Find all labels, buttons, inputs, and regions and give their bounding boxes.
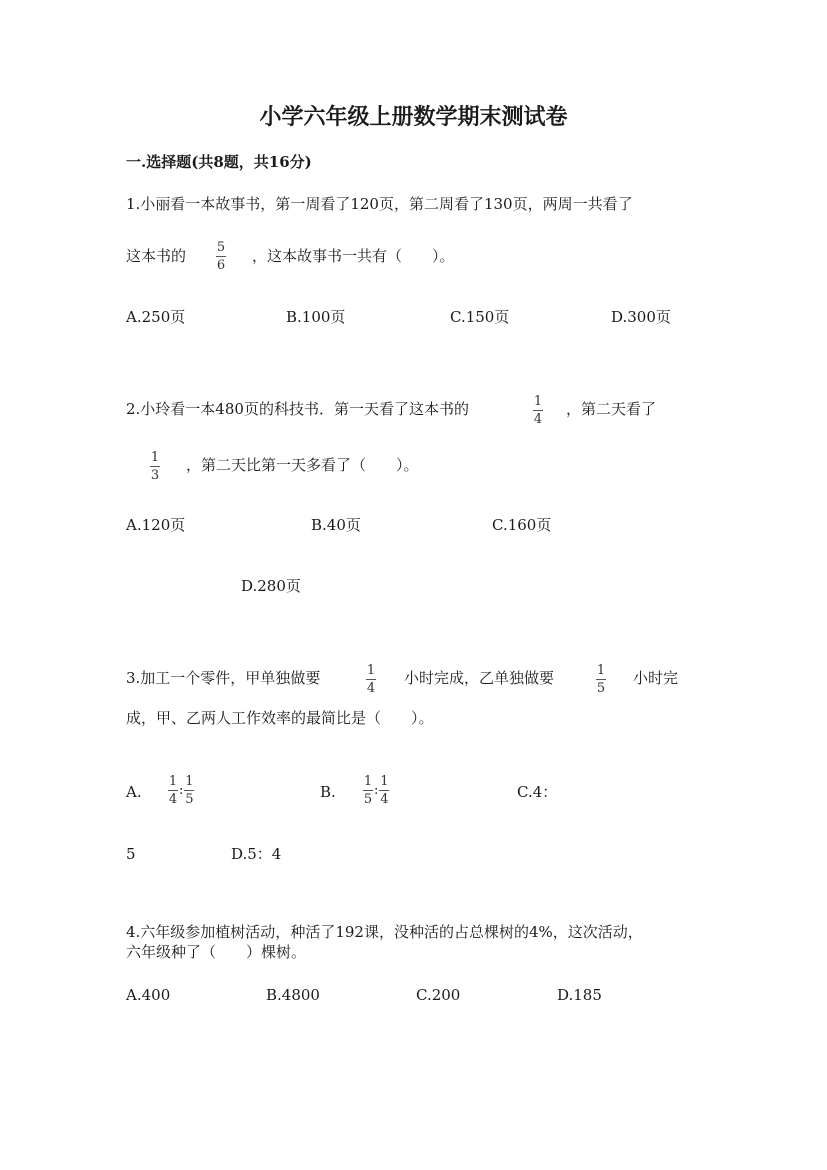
q4-stem-line1: 4.六年级参加植树活动，种活了192课，没种活的占总棵树的4%，这次活动， [126, 923, 643, 941]
fraction-bar [379, 790, 389, 791]
q2-fraction-1-numerator: 1 [533, 394, 543, 409]
q3-option-b-fraction-2 [379, 774, 389, 807]
q1-option-b[interactable]: B.100页 [286, 308, 346, 326]
q3-fraction-1-numerator: 1 [366, 663, 376, 678]
q3-option-c-part2[interactable]: 5 [126, 845, 136, 863]
q2-option-d[interactable]: D.280页 [241, 577, 301, 595]
fraction-bar [168, 790, 178, 791]
q3-option-b-label[interactable]: B. [320, 783, 336, 801]
q2-option-c[interactable]: C.160页 [492, 516, 552, 534]
fraction-bar [184, 790, 194, 791]
q1-fraction-numerator: 5 [216, 240, 226, 255]
q1-stem-pre: 这本书的 [126, 247, 187, 265]
q2-fraction-1 [533, 394, 543, 427]
q2-option-b[interactable]: B.40页 [311, 516, 361, 534]
q3-stem-line2: 成，甲、乙两人工作效率的最简比是（ ）。 [126, 709, 434, 727]
q3-option-a-label[interactable]: A. [126, 783, 142, 801]
q1-option-c[interactable]: C.150页 [450, 308, 510, 326]
q3-fraction-1-denominator: 4 [366, 681, 376, 696]
q2-stem-post: ，第二天比第一天多看了（ ）。 [186, 456, 419, 474]
q2-fraction-1-denominator: 4 [533, 412, 543, 427]
q2-fraction-2-denominator: 3 [150, 468, 160, 483]
q1-fraction-denominator: 6 [216, 258, 226, 273]
q3-option-d[interactable]: D.5：4 [231, 845, 282, 863]
q3-option-a-ratio[interactable] [168, 774, 194, 807]
page-title: 小学六年级上册数学期末测试卷 [259, 104, 568, 130]
q2-option-a[interactable]: A.120页 [126, 516, 186, 534]
ratio-colon: : [374, 783, 379, 798]
q3-option-c-part1[interactable]: C.4： [517, 783, 558, 801]
q1-option-a[interactable]: A.250页 [126, 308, 186, 326]
fraction-bar [150, 466, 160, 467]
q4-option-b[interactable]: B.4800 [266, 986, 320, 1004]
q3-option-b-fraction-1 [363, 774, 373, 807]
q3-option-a-fraction-1 [168, 774, 178, 807]
q4-stem-line2: 六年级种了（ ）棵树。 [126, 943, 307, 961]
q2-fraction-2 [150, 450, 160, 483]
q4-option-c[interactable]: C.200 [416, 986, 461, 1004]
section-heading: 一.选择题(共8题，共16分) [126, 153, 312, 171]
q3-option-b-ratio[interactable] [363, 774, 389, 807]
q4-option-a[interactable]: A.400 [126, 986, 171, 1004]
q3-fraction-2-denominator: 5 [596, 681, 606, 696]
q1-fraction [216, 240, 226, 273]
q1-option-d[interactable]: D.300页 [611, 308, 671, 326]
fraction-bar [366, 679, 376, 680]
denominator: 5 [185, 792, 194, 807]
numerator: 1 [168, 774, 178, 789]
fraction-bar [596, 679, 606, 680]
fraction-bar [363, 790, 373, 791]
denominator: 4 [380, 792, 389, 807]
q2-stem-mid: ，第二天看了 [566, 400, 657, 418]
numerator: 1 [185, 774, 194, 789]
ratio-colon: : [179, 783, 184, 798]
denominator: 4 [168, 792, 178, 807]
numerator: 1 [380, 774, 389, 789]
q1-stem-post: ，这本故事书一共有（ ）。 [252, 247, 455, 265]
q4-option-d[interactable]: D.185 [557, 986, 602, 1004]
q2-fraction-2-numerator: 1 [150, 450, 160, 465]
fraction-bar [533, 410, 543, 411]
q3-fraction-2 [596, 663, 606, 696]
q3-fraction-2-numerator: 1 [596, 663, 606, 678]
q3-option-a-fraction-2 [184, 774, 194, 807]
q1-stem-line1: 1.小丽看一本故事书，第一周看了120页，第二周看了130页，两周一共看了 [126, 195, 633, 213]
q3-stem-post: 小时完 [633, 669, 679, 687]
denominator: 5 [363, 792, 373, 807]
q2-stem-pre: 2.小玲看一本480页的科技书．第一天看了这本书的 [126, 400, 469, 418]
numerator: 1 [363, 774, 373, 789]
q3-stem-mid: 小时完成，乙单独做要 [404, 669, 555, 687]
q3-fraction-1 [366, 663, 376, 696]
fraction-bar [216, 256, 226, 257]
q3-stem-pre: 3.加工一个零件，甲单独做要 [126, 669, 321, 687]
